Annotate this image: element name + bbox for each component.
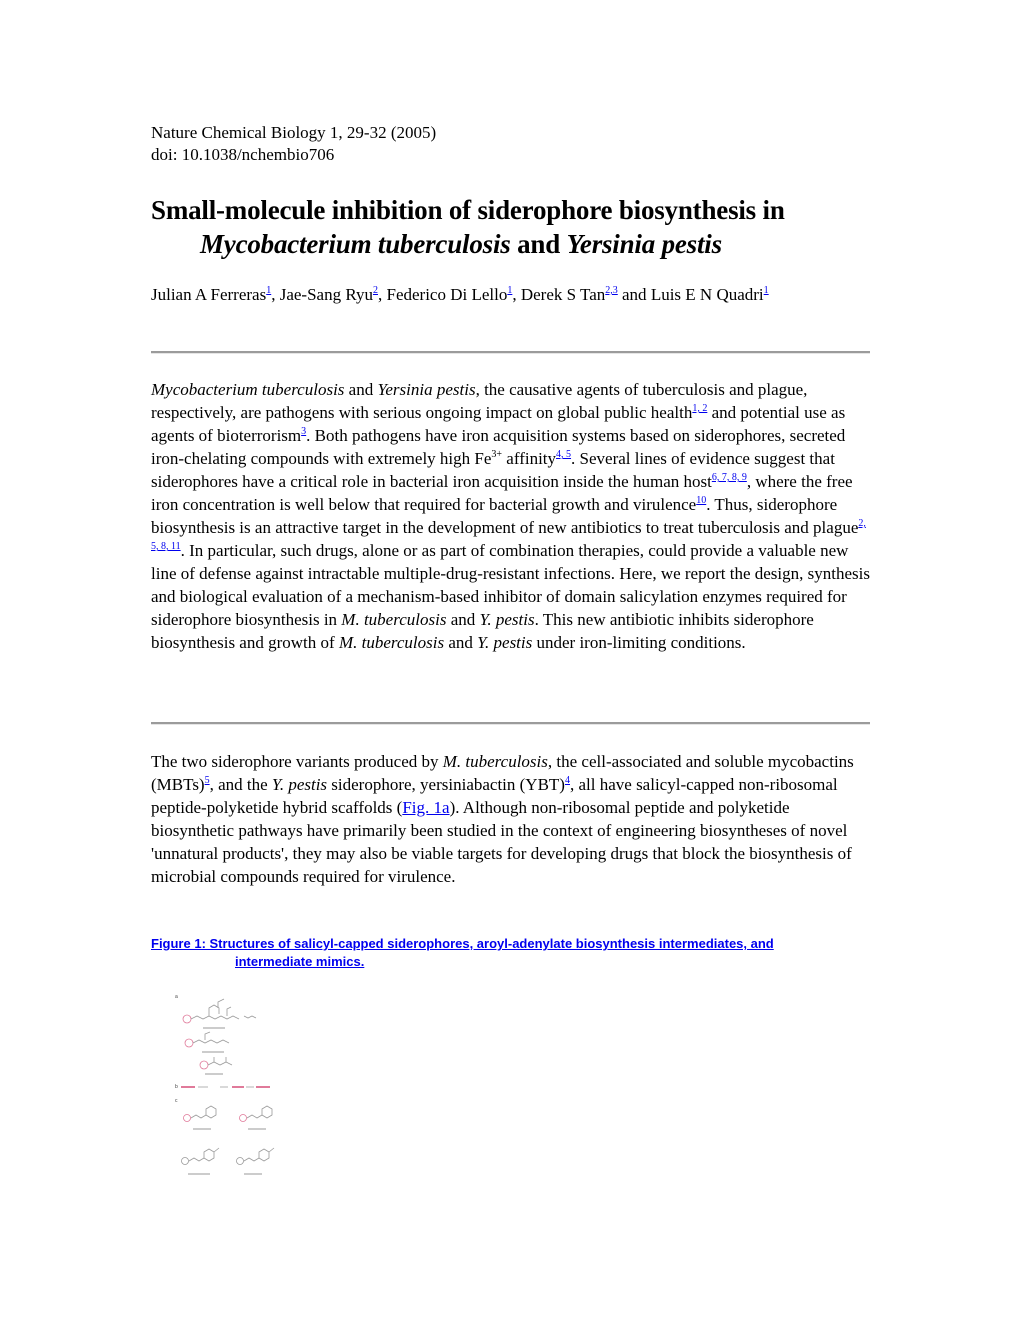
title-and: and [510,229,567,259]
reference-link[interactable]: 1, 2 [692,403,708,414]
text-run: . This new antibiotic inhibits siderophore biosynthesis and growth of [151,610,814,652]
reference-sup [696,495,706,506]
divider-bottom [151,722,870,725]
affiliation-link[interactable]: 1 [507,285,513,296]
doi: doi: 10.1038/nchembio706 [151,145,335,164]
text-run: . Several lines of evidence suggest that siderophores have a critical role in bacterial iron acquisition inside the human host [151,449,835,491]
text-run: , all have salicyl-capped non-ribosomal peptide-polyketide hybrid scaffolds ( [151,775,838,817]
reference-sup [712,472,747,483]
abstract [151,378,871,654]
body-paragraph [151,750,871,888]
text-run: . Both pathogens have iron acquisition systems based on siderophores, secreted iron-chelating compounds with extremely high Fe [151,426,846,468]
svg-text:b: b [175,1084,178,1090]
text-run: , and the [209,775,272,794]
journal-citation: Nature Chemical Biology 1, 29-32 (2005) [151,123,437,142]
author-name: Julian A Ferreras [151,285,267,304]
title-line-2 [151,227,871,261]
superscript-text: 3+ [491,449,503,460]
title-species-2: Yersinia pestis [566,229,722,259]
author-list [151,283,871,307]
reference-link[interactable]: 10 [696,495,707,506]
title-line-1: Small-molecule inhibition of siderophore biosynthesis in [151,195,785,225]
reference-link[interactable]: 4, 5 [556,449,572,460]
reference-link[interactable]: 3 [301,426,307,437]
author-separator: , [512,285,521,304]
text-run: ). Although non-ribosomal peptide and polyketide biosynthetic pathways have primarily been studied in the context of engineering biosyntheses of novel 'unnatural products', they may also be viable targets for developing drugs that block the biosynthesis of microbial compounds required for virulence. [151,798,852,886]
affiliation-link[interactable]: 2,3 [605,285,618,296]
affiliation-link[interactable]: 1 [763,285,769,296]
figure-1-thumbnail[interactable] [148,990,288,1185]
figure-caption-line-2[interactable]: intermediate mimics. [235,954,365,969]
reference-link[interactable]: 5 [204,775,210,786]
reference-link[interactable]: 4 [564,775,570,786]
author-name: Derek S Tan [520,285,606,304]
species-name: M. tuberculosis [338,633,445,652]
text-run: and [446,610,480,629]
reference-link[interactable]: 6, 7, 8, 9 [711,472,747,483]
figure-caption-line-1[interactable]: Figure 1: Structures of salicyl-capped siderophores, aroyl-adenylate biosynthesis intermediates, and [151,936,774,951]
text-run: , the causative agents of tuberculosis and plague, respectively, are pathogens with serious ongoing impact on global public health [151,380,808,422]
species-name: Y. pestis [477,633,533,652]
author-separator: , [377,285,387,304]
author-separator: and [617,285,651,304]
text-run: . In particular, such drugs, alone or as part of combination therapies, could provide a valuable new line of defense against intractable multiple-drug-resistant infections. Here, we report the design, synthesis and biological evaluation of a mechanism-based inhibitor of domain salicylation enzymes required for siderophore biosynthesis in [151,541,870,629]
author-name: Federico Di Lello [386,285,508,304]
text-run: and [444,633,478,652]
divider-top [151,351,870,354]
reference-link[interactable]: 2, 5, 8, 11 [151,518,866,552]
svg-text:c: c [175,1098,178,1104]
author-name: Luis E N Quadri [650,285,764,304]
species-name: Y. pestis [479,610,535,629]
reference-sup [692,403,707,414]
author-name: Jae-Sang Ryu [279,285,373,304]
affiliation-link[interactable]: 1 [266,285,272,296]
species-name: M. tuberculosis [341,610,447,629]
text-run: and potential use as agents of bioterrorism [151,403,846,445]
title-species-1: Mycobacterium tuberculosis [200,229,511,259]
journal-citation-block [151,122,436,166]
text-run: under iron-limiting conditions. [532,633,746,652]
reference-sup [556,449,571,460]
svg-text:a: a [175,994,178,1000]
species-name: Y. pestis [271,775,328,794]
species-name: Mycobacterium tuberculosis [151,380,345,399]
species-name: M. tuberculosis [442,752,548,771]
text-run: The two siderophore variants produced by [151,752,443,771]
text-run: and [344,380,378,399]
text-run: affinity [502,449,557,468]
text-run: , the cell-associated and soluble mycobactins (MBTs) [151,752,854,794]
article-title [151,193,871,261]
affiliation-link[interactable]: 2 [372,285,378,296]
text-run: siderophore, yersiniabactin (YBT) [327,775,565,794]
author-separator: , [271,285,280,304]
text-run: , where the free iron concentration is well below that required for bacterial growth and virulence [151,472,853,514]
text-run: . Thus, siderophore biosynthesis is an attractive target in the development of new antibiotics to treat tuberculosis and plague [151,495,859,537]
figure-reference-link[interactable]: Fig. 1a [402,798,450,817]
species-name: Yersinia pestis [377,380,476,399]
figure-1-link[interactable] [151,935,871,971]
figure-structure-drawing [175,994,274,1175]
